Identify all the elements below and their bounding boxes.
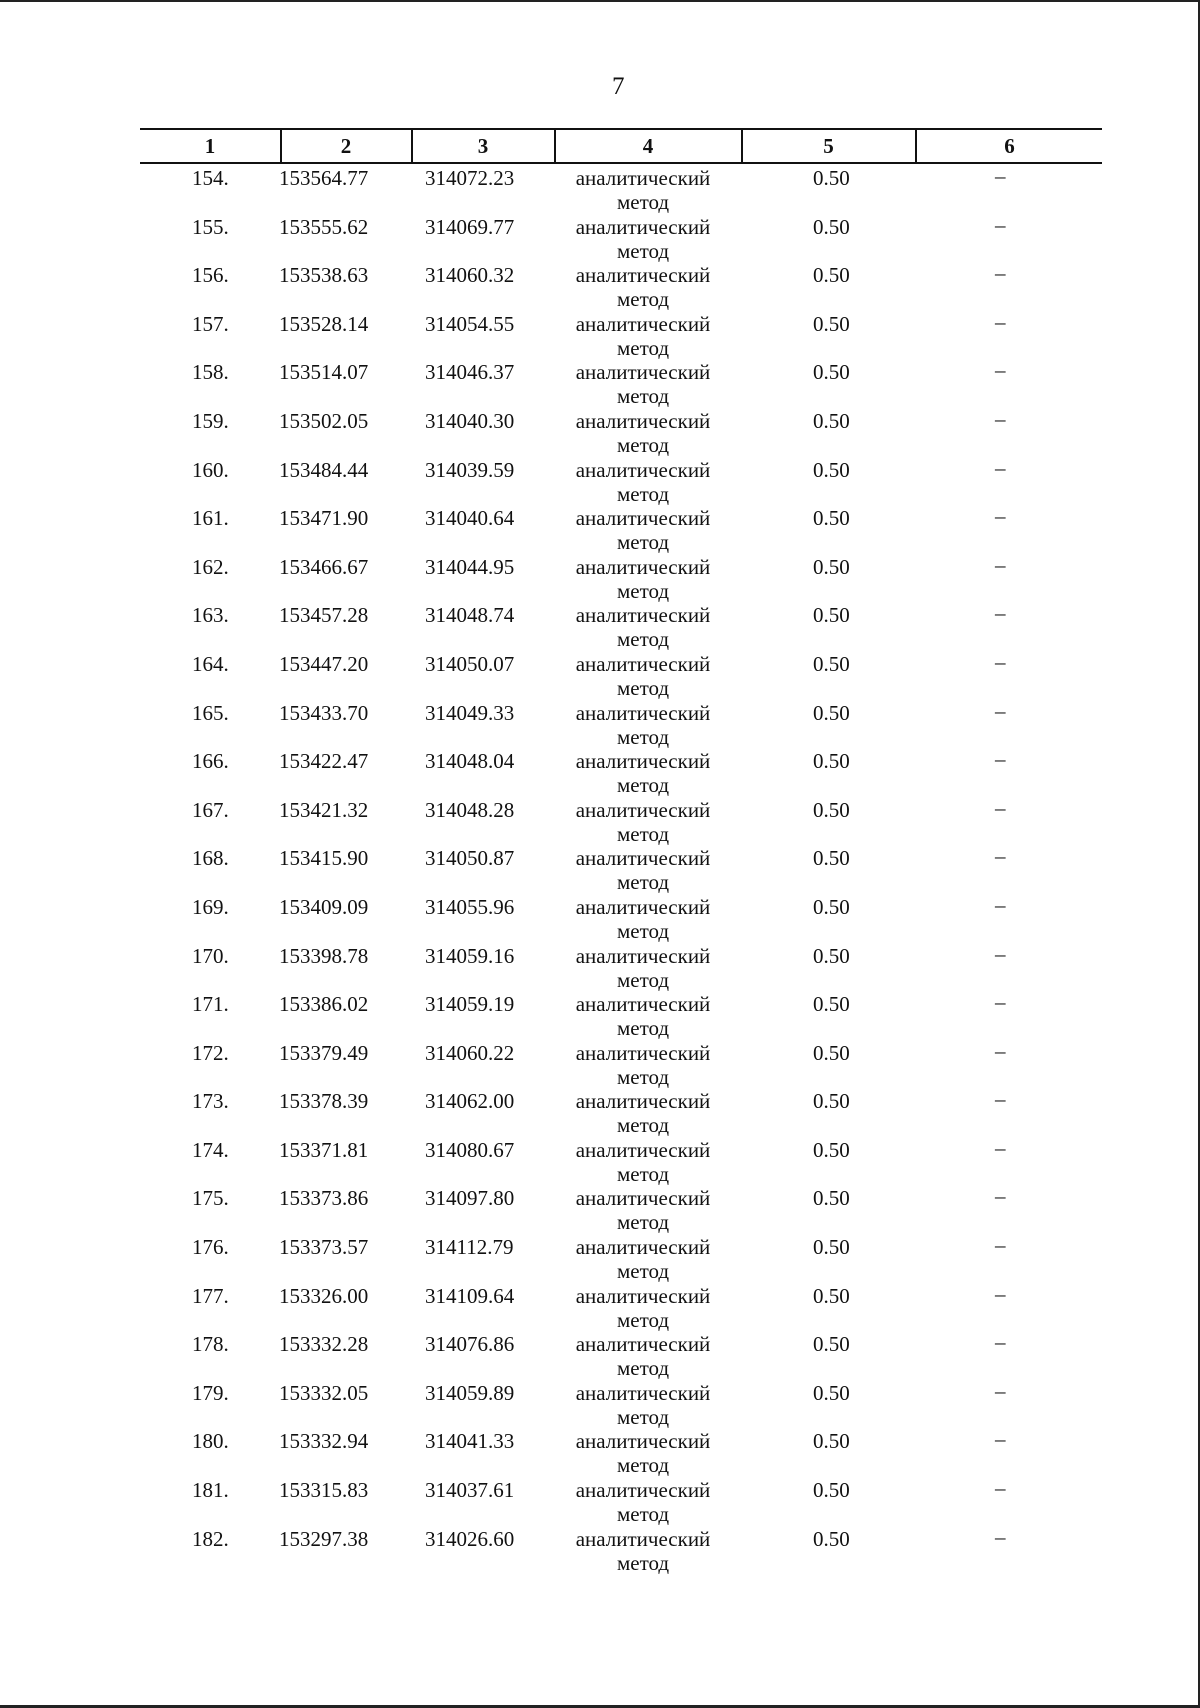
point-number: 180. [192, 1429, 229, 1454]
method-line-1: аналитический [575, 457, 711, 482]
point-number: 158. [192, 360, 229, 385]
method-line-2: метод [616, 627, 670, 652]
coordinate-y: 314037.61 [425, 1478, 515, 1503]
table-row [140, 456, 1102, 505]
coordinate-y: 314060.22 [425, 1040, 515, 1065]
table-row [140, 942, 1102, 991]
method-line-1: аналитический [575, 554, 711, 579]
method-line-2: метод [616, 238, 670, 263]
method-cell [563, 1186, 723, 1234]
table-row [140, 553, 1102, 602]
method-cell [563, 1478, 723, 1526]
table-row [140, 796, 1102, 845]
table-row [140, 893, 1102, 942]
note-dash: – [995, 844, 1006, 869]
accuracy-value: 0.50 [813, 506, 850, 531]
method-line-1: аналитический [575, 846, 711, 871]
method-line-2: метод [616, 1259, 670, 1284]
accuracy-value: 0.50 [813, 214, 850, 239]
point-number: 168. [192, 846, 229, 871]
method-line-1: аналитический [575, 651, 711, 676]
coordinate-x: 153373.86 [279, 1186, 369, 1211]
method-line-2: метод [616, 432, 670, 457]
note-dash: – [995, 1038, 1006, 1063]
coordinate-x: 153433.70 [279, 700, 369, 725]
point-number: 163. [192, 603, 229, 628]
coordinate-x: 153378.39 [279, 1089, 369, 1114]
note-dash: – [995, 1233, 1006, 1258]
coordinate-x: 153514.07 [279, 360, 369, 385]
coordinate-x: 153332.28 [279, 1332, 369, 1357]
method-line-1: аналитический [575, 1380, 711, 1405]
note-dash: – [995, 358, 1006, 383]
table-row [140, 1476, 1102, 1525]
table-row [140, 699, 1102, 748]
accuracy-value: 0.50 [813, 1283, 850, 1308]
method-line-1: аналитический [575, 1186, 711, 1211]
accuracy-value: 0.50 [813, 1186, 850, 1211]
method-line-1: аналитический [575, 1089, 711, 1114]
accuracy-value: 0.50 [813, 894, 850, 919]
coordinate-x: 153538.63 [279, 263, 369, 288]
method-line-1: аналитический [575, 1235, 711, 1260]
accuracy-value: 0.50 [813, 166, 850, 190]
coordinate-x: 153502.05 [279, 408, 369, 433]
accuracy-value: 0.50 [813, 1380, 850, 1405]
accuracy-value: 0.50 [813, 408, 850, 433]
coordinate-x: 153315.83 [279, 1478, 369, 1503]
point-number: 170. [192, 943, 229, 968]
coordinate-y: 314112.79 [425, 1235, 514, 1260]
note-dash: – [995, 941, 1006, 966]
header-cell-3: 3 [477, 134, 489, 158]
coordinate-x: 153371.81 [279, 1137, 369, 1162]
method-line-1: аналитический [575, 1526, 711, 1551]
method-cell [563, 1527, 723, 1575]
point-number: 164. [192, 651, 229, 676]
table-row [140, 990, 1102, 1039]
point-number: 157. [192, 311, 229, 336]
method-line-1: аналитический [575, 943, 711, 968]
method-line-2: метод [616, 1404, 670, 1429]
method-line-1: аналитический [575, 360, 711, 385]
method-line-2: метод [616, 578, 670, 603]
method-line-1: аналитический [575, 749, 711, 774]
accuracy-value: 0.50 [813, 554, 850, 579]
coordinate-x: 153421.32 [279, 797, 369, 822]
method-cell [563, 1332, 723, 1380]
point-number: 175. [192, 1186, 229, 1211]
point-number: 173. [192, 1089, 229, 1114]
point-number: 172. [192, 1040, 229, 1065]
note-dash: – [995, 795, 1006, 820]
note-dash: – [995, 601, 1006, 626]
method-line-2: метод [616, 287, 670, 312]
header-cell-1: 1 [204, 134, 216, 158]
accuracy-value: 0.50 [813, 457, 850, 482]
coordinate-y: 314059.89 [425, 1380, 515, 1405]
method-line-2: метод [616, 821, 670, 846]
coordinate-x: 153379.49 [279, 1040, 369, 1065]
point-number: 155. [192, 214, 229, 239]
coordinate-y: 314050.07 [425, 651, 515, 676]
coordinate-x: 153457.28 [279, 603, 369, 628]
note-dash: – [995, 1378, 1006, 1403]
note-dash: – [995, 892, 1006, 917]
method-line-2: метод [616, 1113, 670, 1138]
coordinate-y: 314059.19 [425, 992, 515, 1017]
point-number: 176. [192, 1235, 229, 1260]
method-line-1: аналитический [575, 894, 711, 919]
point-number: 174. [192, 1137, 229, 1162]
accuracy-value: 0.50 [813, 846, 850, 871]
note-dash: – [995, 698, 1006, 723]
method-cell [563, 360, 723, 408]
table-row [140, 358, 1102, 407]
note-dash: – [995, 552, 1006, 577]
coordinate-x: 153484.44 [279, 457, 369, 482]
method-cell [563, 895, 723, 943]
method-cell [563, 1235, 723, 1283]
note-dash: – [995, 212, 1006, 237]
coordinate-y: 314055.96 [425, 894, 515, 919]
coordinate-x: 153564.77 [279, 166, 369, 190]
note-dash: – [995, 1330, 1006, 1355]
method-cell [563, 555, 723, 603]
method-line-2: метод [616, 384, 670, 409]
note-dash: – [995, 1281, 1006, 1306]
method-cell [563, 652, 723, 700]
point-number: 160. [192, 457, 229, 482]
coordinate-y: 314072.23 [425, 166, 515, 190]
coordinate-x: 153326.00 [279, 1283, 369, 1308]
note-dash: – [995, 455, 1006, 480]
method-cell [563, 409, 723, 457]
table-row [140, 1039, 1102, 1088]
method-line-2: метод [616, 1161, 670, 1186]
coordinate-x: 153398.78 [279, 943, 369, 968]
method-line-2: метод [616, 1453, 670, 1478]
coordinate-y: 314048.04 [425, 749, 515, 774]
scan-edge-top [0, 0, 1200, 2]
note-dash: – [995, 164, 1006, 188]
accuracy-value: 0.50 [813, 943, 850, 968]
table-row [140, 1136, 1102, 1185]
table-header-row [140, 128, 1102, 164]
note-dash: – [995, 1524, 1006, 1549]
note-dash: – [995, 1135, 1006, 1160]
method-line-2: метод [616, 530, 670, 555]
header-cell-5: 5 [823, 134, 834, 158]
method-line-2: метод [616, 1210, 670, 1235]
point-number: 179. [192, 1380, 229, 1405]
header-cell-4: 4 [642, 134, 654, 158]
point-number: 159. [192, 408, 229, 433]
method-cell [563, 1089, 723, 1137]
method-cell [563, 312, 723, 360]
table-row [140, 407, 1102, 456]
coordinate-y: 314040.64 [425, 506, 515, 531]
method-cell [563, 458, 723, 506]
note-dash: – [995, 1184, 1006, 1209]
table-row [140, 213, 1102, 262]
coordinate-y: 314039.59 [425, 457, 515, 482]
method-line-1: аналитический [575, 1332, 711, 1357]
note-dash: – [995, 1087, 1006, 1112]
table-row [140, 1525, 1102, 1574]
note-dash: – [995, 309, 1006, 334]
method-cell [563, 166, 723, 214]
point-number: 171. [192, 992, 229, 1017]
accuracy-value: 0.50 [813, 797, 850, 822]
coordinate-y: 314026.60 [425, 1526, 515, 1551]
point-number: 161. [192, 506, 229, 531]
note-dash: – [995, 990, 1006, 1015]
coordinate-y: 314069.77 [425, 214, 515, 239]
accuracy-value: 0.50 [813, 1429, 850, 1454]
point-number: 169. [192, 894, 229, 919]
table-row [140, 1184, 1102, 1233]
coordinate-y: 314040.30 [425, 408, 515, 433]
table-row [140, 1233, 1102, 1282]
point-number: 162. [192, 554, 229, 579]
table-row [140, 1087, 1102, 1136]
method-cell [563, 215, 723, 263]
method-line-1: аналитический [575, 700, 711, 725]
coordinate-y: 314080.67 [425, 1137, 515, 1162]
table-row [140, 1330, 1102, 1379]
accuracy-value: 0.50 [813, 1089, 850, 1114]
point-number: 156. [192, 263, 229, 288]
note-dash: – [995, 747, 1006, 772]
coordinate-x: 153415.90 [279, 846, 369, 871]
coordinate-y: 314048.74 [425, 603, 515, 628]
method-line-2: метод [616, 335, 670, 360]
coordinate-y: 314044.95 [425, 554, 515, 579]
method-line-2: метод [616, 1064, 670, 1089]
point-number: 154. [192, 166, 229, 190]
accuracy-value: 0.50 [813, 1137, 850, 1162]
method-line-1: аналитический [575, 311, 711, 336]
coordinate-y: 314062.00 [425, 1089, 515, 1114]
method-line-1: аналитический [575, 797, 711, 822]
coordinate-y: 314060.32 [425, 263, 515, 288]
accuracy-value: 0.50 [813, 651, 850, 676]
coordinate-y: 314050.87 [425, 846, 515, 871]
table-row [140, 601, 1102, 650]
point-number: 167. [192, 797, 229, 822]
note-dash: – [995, 649, 1006, 674]
table-row [140, 504, 1102, 553]
method-line-1: аналитический [575, 408, 711, 433]
method-line-2: метод [616, 1307, 670, 1332]
method-line-2: метод [616, 1356, 670, 1381]
note-dash: – [995, 1427, 1006, 1452]
coordinate-y: 314049.33 [425, 700, 515, 725]
method-line-1: аналитический [575, 263, 711, 288]
note-dash: – [995, 261, 1006, 286]
coordinate-y: 314054.55 [425, 311, 515, 336]
note-dash: – [995, 1476, 1006, 1501]
accuracy-value: 0.50 [813, 1235, 850, 1260]
point-number: 165. [192, 700, 229, 725]
coordinate-y: 314059.16 [425, 943, 515, 968]
header-cell-6: 6 [1004, 134, 1015, 158]
coordinate-x: 153373.57 [279, 1235, 369, 1260]
method-line-1: аналитический [575, 1429, 711, 1454]
coordinate-y: 314046.37 [425, 360, 515, 385]
table-body [140, 164, 1102, 1573]
table-row [140, 1427, 1102, 1476]
table-row [140, 261, 1102, 310]
method-cell [563, 992, 723, 1040]
coordinate-x: 153332.05 [279, 1380, 369, 1405]
method-line-2: метод [616, 675, 670, 700]
method-line-1: аналитический [575, 1478, 711, 1503]
coordinate-x: 153528.14 [279, 311, 369, 336]
coordinate-x: 153466.67 [279, 554, 369, 579]
accuracy-value: 0.50 [813, 749, 850, 774]
table-row [140, 747, 1102, 796]
coordinate-y: 314048.28 [425, 797, 515, 822]
method-cell [563, 506, 723, 554]
method-line-1: аналитический [575, 166, 711, 190]
coordinates-table [140, 128, 1102, 1573]
method-cell [563, 944, 723, 992]
accuracy-value: 0.50 [813, 1040, 850, 1065]
method-line-2: метод [616, 1502, 670, 1527]
method-cell [563, 749, 723, 797]
header-cell-2: 2 [340, 134, 352, 158]
table-row [140, 1379, 1102, 1428]
accuracy-value: 0.50 [813, 360, 850, 385]
coordinate-x: 153386.02 [279, 992, 369, 1017]
method-cell [563, 1284, 723, 1332]
table-row [140, 310, 1102, 359]
method-line-1: аналитический [575, 214, 711, 239]
method-line-2: метод [616, 967, 670, 992]
note-dash: – [995, 406, 1006, 431]
method-cell [563, 1381, 723, 1429]
coordinate-x: 153409.09 [279, 894, 369, 919]
method-cell [563, 603, 723, 651]
accuracy-value: 0.50 [813, 603, 850, 628]
point-number: 182. [192, 1526, 229, 1551]
coordinate-x: 153471.90 [279, 506, 369, 531]
method-line-2: метод [616, 481, 670, 506]
method-line-1: аналитический [575, 1283, 711, 1308]
method-cell [563, 1041, 723, 1089]
method-cell [563, 1138, 723, 1186]
point-number: 178. [192, 1332, 229, 1357]
page-number: 7 [612, 73, 625, 100]
method-line-2: метод [616, 773, 670, 798]
point-number: 177. [192, 1283, 229, 1308]
method-line-1: аналитический [575, 1137, 711, 1162]
coordinate-x: 153297.38 [279, 1526, 369, 1551]
method-line-2: метод [616, 870, 670, 895]
accuracy-value: 0.50 [813, 1332, 850, 1357]
coordinate-x: 153422.47 [279, 749, 369, 774]
accuracy-value: 0.50 [813, 263, 850, 288]
point-number: 181. [192, 1478, 229, 1503]
coordinate-x: 153447.20 [279, 651, 369, 676]
table-row [140, 1282, 1102, 1331]
coordinate-y: 314097.80 [425, 1186, 515, 1211]
method-cell [563, 263, 723, 311]
point-number: 166. [192, 749, 229, 774]
method-cell [563, 1429, 723, 1477]
method-line-2: метод [616, 724, 670, 749]
table-row [140, 844, 1102, 893]
method-line-2: метод [616, 1016, 670, 1041]
method-line-1: аналитический [575, 1040, 711, 1065]
coordinate-x: 153555.62 [279, 214, 369, 239]
coordinate-y: 314109.64 [425, 1283, 515, 1308]
coordinate-x: 153332.94 [279, 1429, 369, 1454]
method-line-2: метод [616, 918, 670, 943]
method-line-1: аналитический [575, 603, 711, 628]
accuracy-value: 0.50 [813, 1478, 850, 1503]
method-line-1: аналитический [575, 506, 711, 531]
method-cell [563, 701, 723, 749]
coordinate-y: 314076.86 [425, 1332, 515, 1357]
accuracy-value: 0.50 [813, 311, 850, 336]
table-row [140, 164, 1102, 213]
accuracy-value: 0.50 [813, 700, 850, 725]
method-line-2: метод [616, 1550, 670, 1575]
coordinate-y: 314041.33 [425, 1429, 515, 1454]
table-row [140, 650, 1102, 699]
accuracy-value: 0.50 [813, 992, 850, 1017]
accuracy-value: 0.50 [813, 1526, 850, 1551]
method-line-2: метод [616, 190, 670, 214]
note-dash: – [995, 504, 1006, 529]
method-cell [563, 798, 723, 846]
method-cell [563, 846, 723, 894]
method-line-1: аналитический [575, 992, 711, 1017]
